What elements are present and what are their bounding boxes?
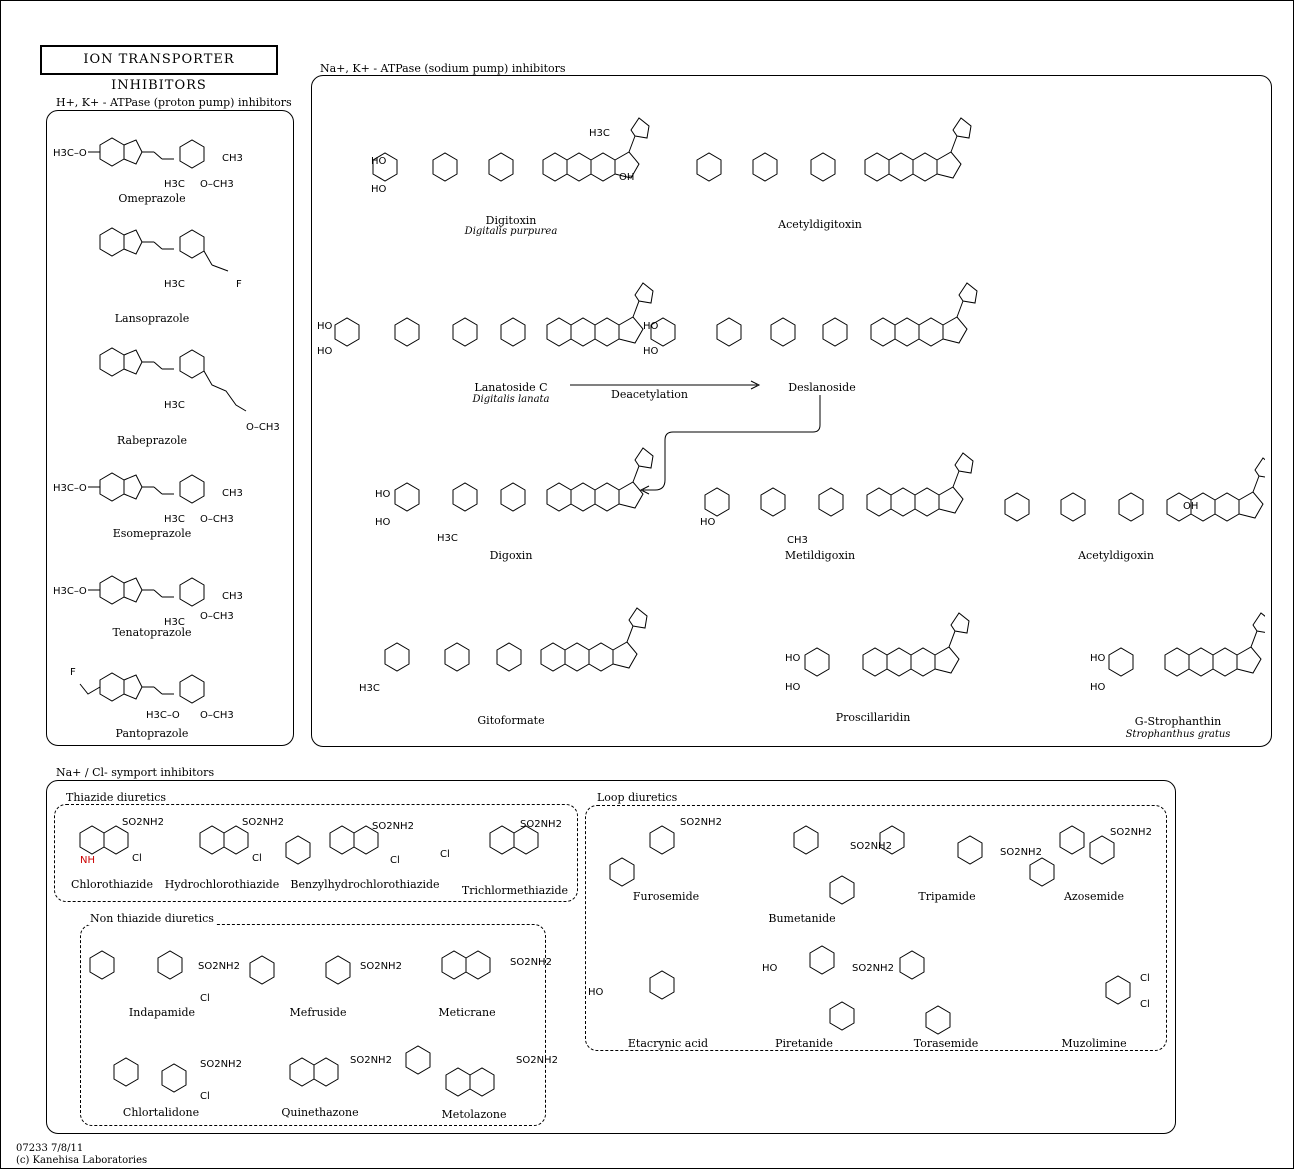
drug-bumetanide[interactable]: Bumetanide — [768, 912, 836, 925]
svg-text:HO: HO — [375, 489, 391, 500]
drug-gitoformate[interactable]: Gitoformate — [477, 714, 545, 727]
drug-acetyldigoxin[interactable]: Acetyldigoxin — [1078, 549, 1154, 562]
loop-heading: Loop diuretics — [597, 791, 678, 804]
drug-deslanoside[interactable]: Deslanoside — [788, 381, 856, 394]
svg-text:HO: HO — [785, 682, 801, 693]
svg-text:O–CH3: O–CH3 — [200, 710, 234, 721]
svg-text:OH: OH — [1183, 501, 1199, 512]
drug-etacrynic-acid[interactable]: Etacrynic acid — [627, 1037, 709, 1050]
page-title: ION TRANSPORTER INHIBITORS — [40, 45, 278, 75]
non-thiazide-heading: Non thiazide diuretics — [90, 912, 214, 925]
svg-text:SO2NH2: SO2NH2 — [372, 821, 414, 832]
drug-lanatoside-c[interactable]: Lanatoside C — [474, 381, 548, 394]
svg-text:Cl: Cl — [252, 853, 262, 864]
svg-text:Cl: Cl — [440, 849, 450, 860]
source-lanatoside-c: Digitalis lanata — [472, 394, 550, 405]
svg-text:H3C: H3C — [359, 683, 380, 694]
svg-text:CH3: CH3 — [787, 535, 808, 546]
svg-text:OH: OH — [619, 172, 635, 183]
svg-text:HO: HO — [762, 963, 778, 974]
svg-text:H3C–O: H3C–O — [146, 710, 180, 721]
svg-text:H3C: H3C — [589, 128, 610, 139]
drug-chlorothiazide[interactable]: Chlorothiazide — [71, 878, 153, 891]
drug-digitoxin[interactable]: Digitoxin — [485, 214, 537, 227]
proton-pump-heading: H+, K+ - ATPase (proton pump) inhibitors — [56, 96, 292, 109]
footer-id: 07233 7/8/11 — [16, 1143, 84, 1154]
svg-text:SO2NH2: SO2NH2 — [852, 963, 894, 974]
drug-chlortalidone[interactable]: Chlortalidone — [122, 1106, 200, 1119]
svg-text:CH3: CH3 — [222, 591, 243, 602]
svg-text:SO2NH2: SO2NH2 — [510, 957, 552, 968]
drug-muzolimine[interactable]: Muzolimine — [1061, 1037, 1127, 1050]
source-g-strophanthin: Strophanthus gratus — [1125, 729, 1231, 740]
svg-text:SO2NH2: SO2NH2 — [198, 961, 240, 972]
svg-text:SO2NH2: SO2NH2 — [242, 817, 284, 828]
svg-text:SO2NH2: SO2NH2 — [516, 1055, 558, 1066]
svg-text:H3C: H3C — [164, 179, 185, 190]
svg-text:SO2NH2: SO2NH2 — [122, 817, 164, 828]
drug-esomeprazole[interactable]: Esomeprazole — [112, 527, 192, 540]
drug-pantoprazole[interactable]: Pantoprazole — [115, 727, 189, 740]
svg-text:O–CH3: O–CH3 — [246, 422, 280, 433]
svg-text:HO: HO — [785, 653, 801, 664]
svg-text:HO: HO — [588, 987, 604, 998]
svg-text:F: F — [236, 279, 242, 290]
svg-text:SO2NH2: SO2NH2 — [360, 961, 402, 972]
drug-quinethazone[interactable]: Quinethazone — [281, 1106, 359, 1119]
drug-indapamide[interactable]: Indapamide — [128, 1006, 196, 1019]
svg-text:HO: HO — [375, 517, 391, 528]
svg-text:Cl: Cl — [1140, 973, 1150, 984]
footer-copyright: (c) Kanehisa Laboratories — [16, 1155, 148, 1166]
drug-tenatoprazole[interactable]: Tenatoprazole — [112, 626, 192, 639]
svg-text:SO2NH2: SO2NH2 — [520, 819, 562, 830]
svg-text:CH3: CH3 — [222, 153, 243, 164]
drug-furosemide[interactable]: Furosemide — [632, 890, 700, 903]
svg-text:HO: HO — [1090, 682, 1106, 693]
deacetylation-label: Deacetylation — [611, 388, 688, 401]
drug-azosemide[interactable]: Azosemide — [1063, 890, 1125, 903]
svg-text:HO: HO — [371, 156, 387, 167]
svg-text:F: F — [70, 667, 76, 678]
svg-text:NH: NH — [80, 855, 95, 866]
drug-meticrane[interactable]: Meticrane — [438, 1006, 496, 1019]
svg-text:O–CH3: O–CH3 — [200, 611, 234, 622]
svg-text:HO: HO — [371, 184, 387, 195]
drug-metolazone[interactable]: Metolazone — [441, 1108, 507, 1121]
svg-text:Cl: Cl — [132, 853, 142, 864]
svg-text:H3C: H3C — [164, 617, 185, 628]
drug-benzylhydrochlorothiazide[interactable]: Benzylhydrochlorothiazide — [290, 878, 440, 891]
symport-heading: Na+ / Cl- symport inhibitors — [56, 766, 215, 779]
drug-torasemide[interactable]: Torasemide — [913, 1037, 979, 1050]
svg-text:SO2NH2: SO2NH2 — [680, 817, 722, 828]
svg-text:HO: HO — [643, 321, 659, 332]
svg-text:SO2NH2: SO2NH2 — [1110, 827, 1152, 838]
svg-text:Cl: Cl — [200, 993, 210, 1004]
drug-hydrochlorothiazide[interactable]: Hydrochlorothiazide — [164, 878, 280, 891]
svg-text:H3C: H3C — [164, 514, 185, 525]
svg-text:H3C–O: H3C–O — [53, 586, 87, 597]
drug-acetyldigitoxin[interactable]: Acetyldigitoxin — [778, 218, 862, 231]
svg-text:SO2NH2: SO2NH2 — [200, 1059, 242, 1070]
sodium-pump-atom-labels — [315, 80, 1265, 740]
svg-text:Cl: Cl — [390, 855, 400, 866]
source-digitoxin: Digitalis purpurea — [464, 226, 558, 237]
proton-pump-atom-labels — [50, 115, 290, 735]
svg-text:O–CH3: O–CH3 — [200, 514, 234, 525]
svg-text:HO: HO — [643, 346, 659, 357]
svg-text:H3C: H3C — [437, 533, 458, 544]
thiazide-heading: Thiazide diuretics — [66, 791, 167, 804]
svg-text:HO: HO — [317, 346, 333, 357]
svg-text:H3C: H3C — [164, 400, 185, 411]
svg-text:CH3: CH3 — [222, 488, 243, 499]
diuretic-atom-labels — [50, 805, 1170, 1125]
drug-g-strophanthin[interactable]: G-Strophanthin — [1134, 715, 1222, 728]
svg-text:Cl: Cl — [1140, 999, 1150, 1010]
drug-digoxin[interactable]: Digoxin — [489, 549, 533, 562]
drug-mefruside[interactable]: Mefruside — [289, 1006, 347, 1019]
drug-metildigoxin[interactable]: Metildigoxin — [784, 549, 856, 562]
svg-text:HO: HO — [700, 517, 716, 528]
svg-text:SO2NH2: SO2NH2 — [1000, 847, 1042, 858]
svg-text:H3C: H3C — [164, 279, 185, 290]
svg-text:SO2NH2: SO2NH2 — [850, 841, 892, 852]
drug-piretanide[interactable]: Piretanide — [775, 1037, 833, 1050]
svg-text:Cl: Cl — [200, 1091, 210, 1102]
svg-text:H3C–O: H3C–O — [53, 148, 87, 159]
sodium-pump-heading: Na+, K+ - ATPase (sodium pump) inhibitors — [320, 62, 566, 75]
drug-trichlormethiazide[interactable]: Trichlormethiazide — [461, 884, 569, 897]
drug-proscillaridin[interactable]: Proscillaridin — [835, 711, 911, 724]
drug-omeprazole[interactable]: Omeprazole — [118, 192, 186, 205]
drug-lansoprazole[interactable]: Lansoprazole — [114, 312, 190, 325]
svg-text:O–CH3: O–CH3 — [200, 179, 234, 190]
drug-tripamide[interactable]: Tripamide — [918, 890, 976, 903]
svg-text:HO: HO — [1090, 653, 1106, 664]
svg-text:H3C–O: H3C–O — [53, 483, 87, 494]
svg-text:SO2NH2: SO2NH2 — [350, 1055, 392, 1066]
svg-text:HO: HO — [317, 321, 333, 332]
drug-rabeprazole[interactable]: Rabeprazole — [117, 434, 187, 447]
